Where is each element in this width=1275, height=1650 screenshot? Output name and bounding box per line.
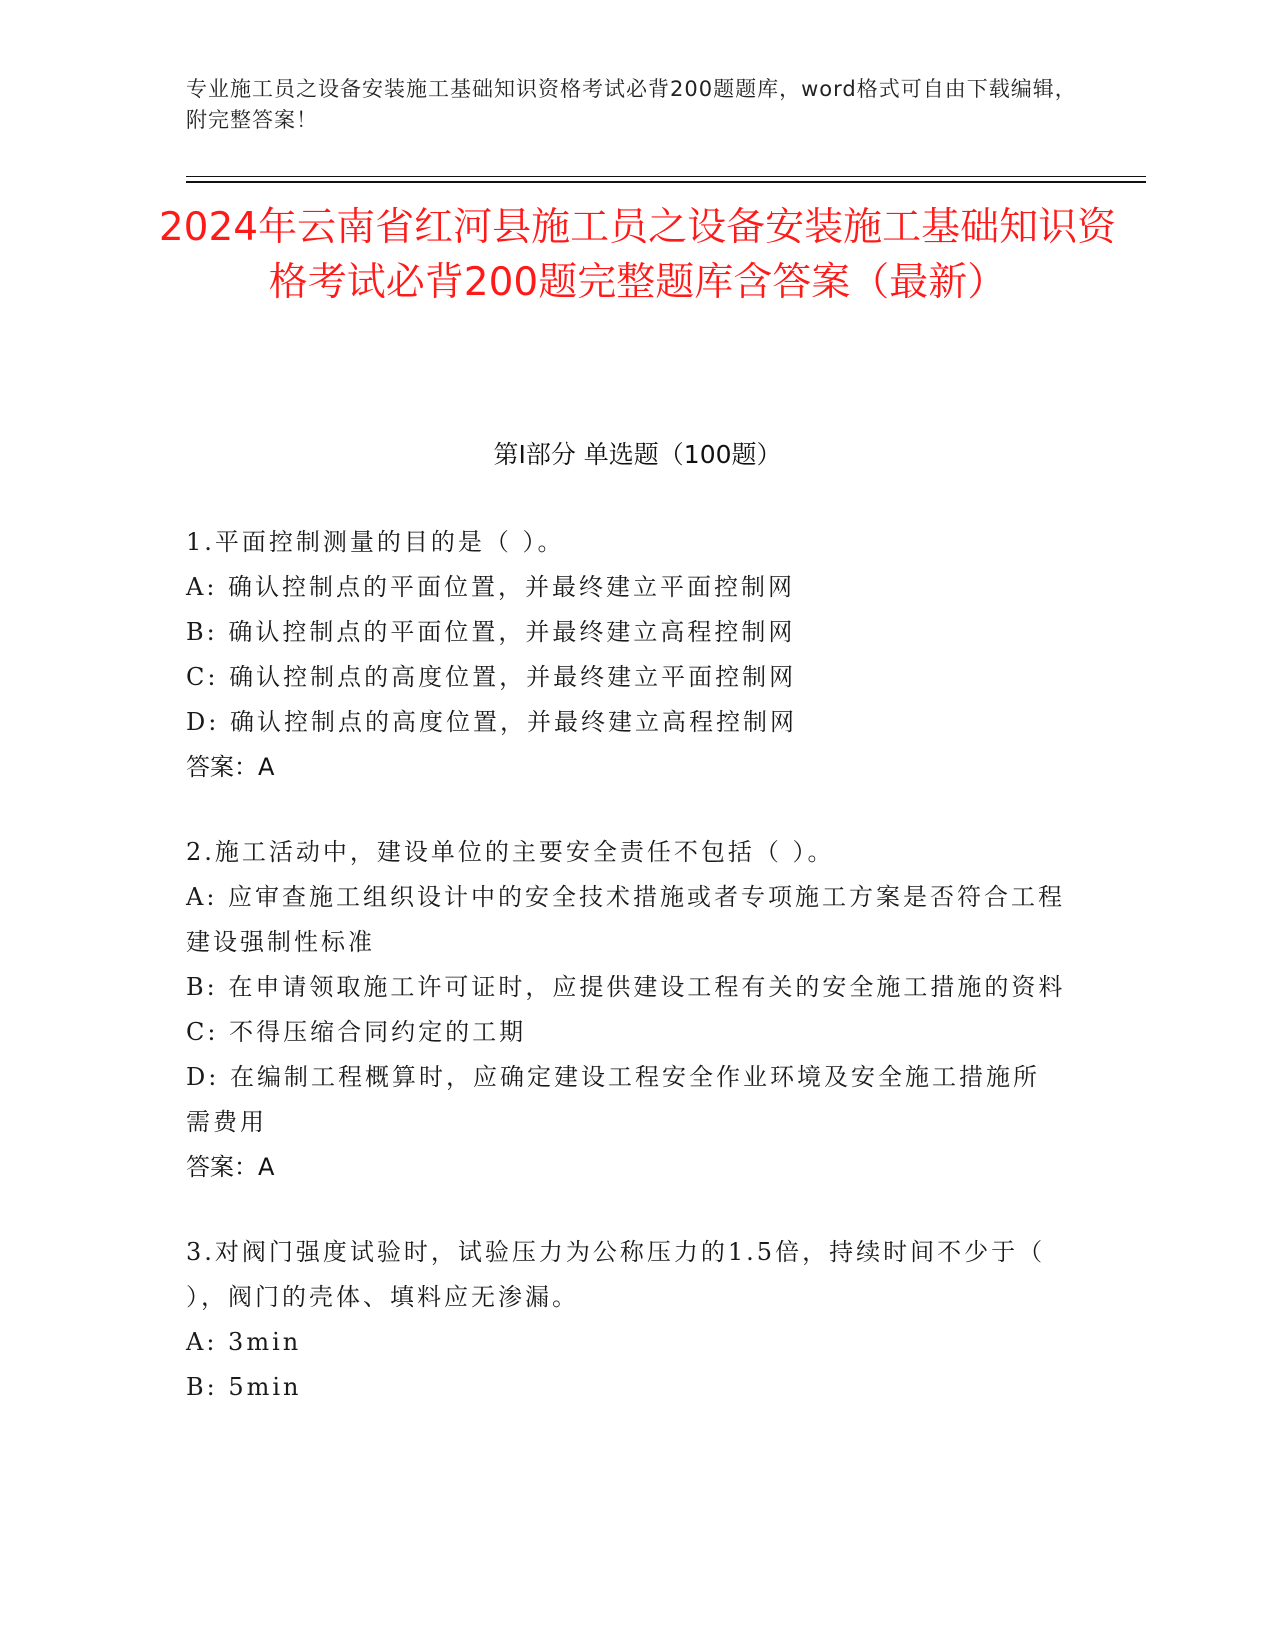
option-c: C: 不得压缩合同约定的工期 bbox=[186, 1018, 527, 1046]
option-b: B: 在申请领取施工许可证时，应提供建设工程有关的安全施工措施的资料 bbox=[186, 973, 1066, 1001]
option-d: D: 确认控制点的高度位置，并最终建立高程控制网 bbox=[186, 708, 797, 736]
question-stem: 2.施工活动中，建设单位的主要安全责任不包括（ ）。 bbox=[186, 838, 835, 866]
question-1 bbox=[186, 520, 1066, 790]
document-title: 2024年云南省红河县施工员之设备安装施工基础知识资格考试必背200题完整题库含答案（最新） bbox=[158, 205, 1117, 305]
question-list bbox=[186, 520, 1066, 1450]
option-b: B: 5min bbox=[186, 1373, 302, 1401]
option-c: C: 确认控制点的高度位置，并最终建立平面控制网 bbox=[186, 663, 797, 691]
header-divider-thick bbox=[186, 181, 1146, 183]
header-note: 专业施工员之设备安装施工基础知识资格考试必背200题题库，word格式可自由下载编辑，附完整答案！ bbox=[186, 77, 1077, 132]
question-stem: 3.对阀门强度试验时，试验压力为公称压力的1.5倍，持续时间不少于（ ），阀门的壳体、填料应无渗漏。 bbox=[186, 1238, 1046, 1311]
section-heading: 第Ⅰ部分 单选题（100题） bbox=[493, 440, 782, 469]
answer: 答案：A bbox=[186, 753, 275, 781]
option-b: B: 确认控制点的平面位置，并最终建立高程控制网 bbox=[186, 618, 796, 646]
question-2 bbox=[186, 830, 1066, 1190]
answer: 答案：A bbox=[186, 1153, 275, 1181]
option-a: A: 确认控制点的平面位置，并最终建立平面控制网 bbox=[186, 573, 796, 601]
option-a: A: 应审查施工组织设计中的安全技术措施或者专项施工方案是否符合工程建设强制性标准 bbox=[186, 883, 1066, 956]
question-3 bbox=[186, 1230, 1066, 1410]
option-a: A: 3min bbox=[186, 1328, 302, 1356]
option-d: D: 在编制工程概算时，应确定建设工程安全作业环境及安全施工措施所需费用 bbox=[186, 1063, 1040, 1136]
question-stem: 1.平面控制测量的目的是（ ）。 bbox=[186, 528, 565, 556]
header-divider-thin bbox=[186, 176, 1146, 177]
